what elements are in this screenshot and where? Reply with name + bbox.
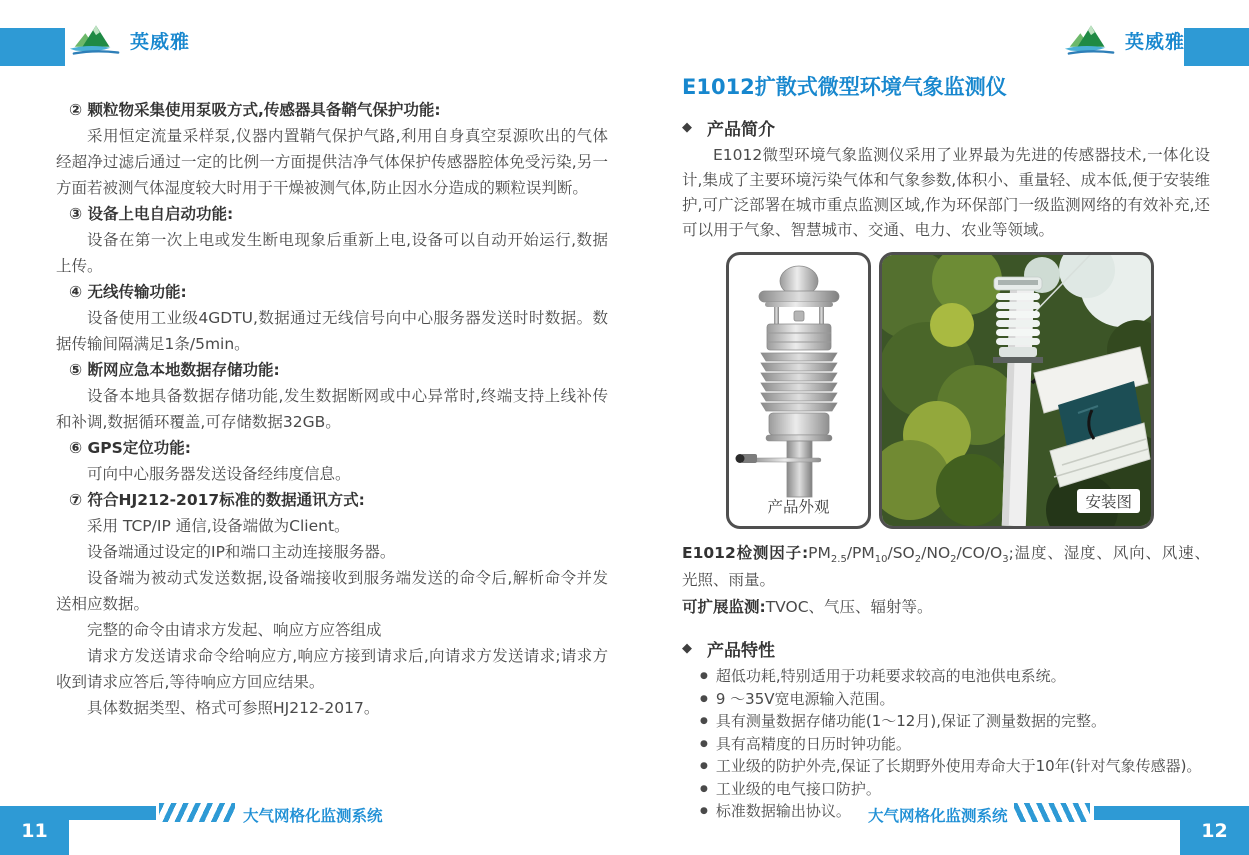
top-accent-bar-left	[0, 28, 65, 66]
feature-item	[700, 691, 1210, 709]
feature-paragraph: 设备本地具备数据存储功能,发生数据断网或中心异常时,终端支持上线补传和补调,数据循环覆盖,可存储数据32GB。	[56, 387, 608, 431]
feature-heading-7: ⑦ 符合HJ212-2017标准的数据通讯方式:	[69, 491, 365, 509]
diamond-bullet-icon: ◆	[682, 641, 692, 656]
feature-heading-6: ⑥ GPS定位功能:	[69, 439, 191, 457]
feature-heading-5: ⑤ 断网应急本地数据存储功能:	[69, 361, 280, 379]
section-label: 产品简介	[707, 120, 775, 140]
brand-logo-left	[68, 20, 190, 60]
intro-paragraph: E1012微型环境气象监测仪采用了业界最为先进的传感器技术,一体化设计,集成了主要环境污染气体和气象参数,体积小、重量轻、成本低,便于安装维护,可广泛部署在城市重点监测区域,作为环保部门一级监测网络的有效补充,还可以用于气象、智慧城市、交通、电力、农业等领域。	[682, 146, 1210, 239]
features-list	[682, 668, 1210, 821]
image-caption-install: 安装图	[1077, 489, 1140, 513]
feature-paragraph: 设备端为被动式发送数据,设备端接收到服务端发送的命令后,解析命令并发送相应数据。	[56, 569, 608, 613]
section-features-heading	[682, 636, 1210, 661]
feature-item-text: 超低功耗,特别适用于功耗要求较高的电池供电系统。	[715, 667, 1066, 685]
installation-photo	[879, 252, 1154, 529]
feature-item	[700, 758, 1210, 776]
expandable-monitoring-label: 可扩展监测:	[682, 598, 766, 616]
feature-paragraph: 采用 TCP/IP 通信,设备端做为Client。	[87, 517, 350, 535]
product-images-row	[726, 252, 1210, 529]
footer-hatch-stripes-left	[159, 803, 235, 822]
dot-bullet-icon: ●	[700, 761, 708, 771]
feature-item-text: 具有高精度的日历时钟功能。	[715, 734, 911, 753]
feature-item	[700, 736, 1210, 754]
detection-factors-line	[682, 540, 1210, 594]
feature-paragraph: 完整的命令由请求方发起、响应方应答组成	[87, 621, 382, 639]
mountain-logo-icon	[68, 20, 124, 60]
feature-paragraph: 可向中心服务器发送设备经纬度信息。	[87, 465, 351, 483]
feature-item-text: 工业级的电气接口防护。	[715, 779, 881, 798]
feature-heading-4: ④ 无线传输功能:	[69, 283, 187, 301]
footer-hatch-stripes-right	[1014, 803, 1090, 822]
feature-item	[700, 668, 1210, 686]
feature-paragraph: 请求方发送请求命令给响应方,响应方接到请求后,向请求方发送请求;请求方收到请求应答后,等待响应方回应结果。	[56, 647, 608, 691]
dot-bullet-icon: ●	[700, 693, 708, 704]
product-appearance-image	[726, 252, 871, 529]
feature-item-text: 具有测量数据存储功能(1～12月),保证了测量数据的完整。	[715, 712, 1106, 730]
dot-bullet-icon: ●	[700, 806, 708, 816]
expandable-monitoring-value: TVOC、气压、辐射等。	[765, 598, 933, 616]
detection-factors-value: $PM_{2.5}/PM_{10}/SO_2/NO_2/CO/O_3$;温度、湿度、风向、风速、光照、雨量。	[682, 544, 1210, 589]
feature-heading-3: ③ 设备上电自启动功能:	[69, 205, 234, 223]
feature-item-text: 标准数据输出协议。	[715, 802, 851, 820]
feature-paragraph: 设备使用工业级4GDTU,数据通过无线信号向中心服务器发送时时数据。数据传输间隔满足1条/5min。	[56, 309, 608, 353]
footer-series-title-left: 大气网格化监测系统	[243, 807, 383, 825]
feature-item-text: 工业级的防护外壳,保证了长期野外使用寿命大于10年(针对气象传感器)。	[715, 757, 1202, 775]
brand-name: 英威雅	[130, 30, 191, 53]
page-number-left: 11	[0, 806, 69, 855]
feature-item-text: 9 ～35V宽电源输入范围。	[715, 689, 895, 708]
detection-factors-label: E1012检测因子:	[682, 544, 809, 562]
page-number-right: 12	[1180, 806, 1249, 855]
installation-photo-illustration	[882, 255, 1151, 526]
expandable-monitoring-line	[682, 594, 1210, 621]
section-label: 产品特性	[707, 641, 775, 661]
dot-bullet-icon: ●	[700, 783, 708, 794]
feature-paragraph: 设备在第一次上电或发生断电现象后重新上电,设备可以自动开始运行,数据上传。	[56, 231, 608, 275]
top-accent-bar-right	[1184, 28, 1249, 66]
feature-paragraph: 具体数据类型、格式可参照HJ212-2017。	[87, 699, 380, 717]
feature-item	[700, 713, 1210, 731]
brand-logo-right	[1063, 20, 1185, 60]
mountain-logo-icon	[1063, 20, 1119, 60]
dot-bullet-icon: ●	[700, 738, 708, 749]
section-intro-heading	[682, 115, 1210, 140]
brand-name: 英威雅	[1125, 30, 1186, 53]
product-title: E1012扩散式微型环境气象监测仪	[682, 75, 1007, 99]
feature-paragraph: 采用恒定流量采样泵,仪器内置鞘气保护气路,利用自身真空泵源吹出的气体经超净过滤后通过一定的比例一方面提供洁净气体保护传感器腔体免受污染,另一方面若被测气体湿度较大时用于干燥被测气体,防止因水分造成的颗粒误判断。	[56, 127, 608, 197]
page-12-content	[682, 74, 1210, 826]
feature-paragraph: 设备端通过设定的IP和端口主动连接服务器。	[87, 543, 396, 561]
dot-bullet-icon: ●	[700, 671, 708, 681]
diamond-bullet-icon: ◆	[682, 120, 692, 135]
dot-bullet-icon: ●	[700, 716, 708, 726]
feature-item	[700, 781, 1210, 799]
weather-sensor-illustration	[729, 255, 868, 502]
image-caption-product: 产品外观	[767, 498, 830, 516]
feature-heading-2: ② 颗粒物采集使用泵吸方式,传感器具备鞘气保护功能:	[69, 101, 441, 119]
footer-series-title-right: 大气网格化监测系统	[868, 807, 1008, 825]
page-11-content	[56, 97, 608, 721]
